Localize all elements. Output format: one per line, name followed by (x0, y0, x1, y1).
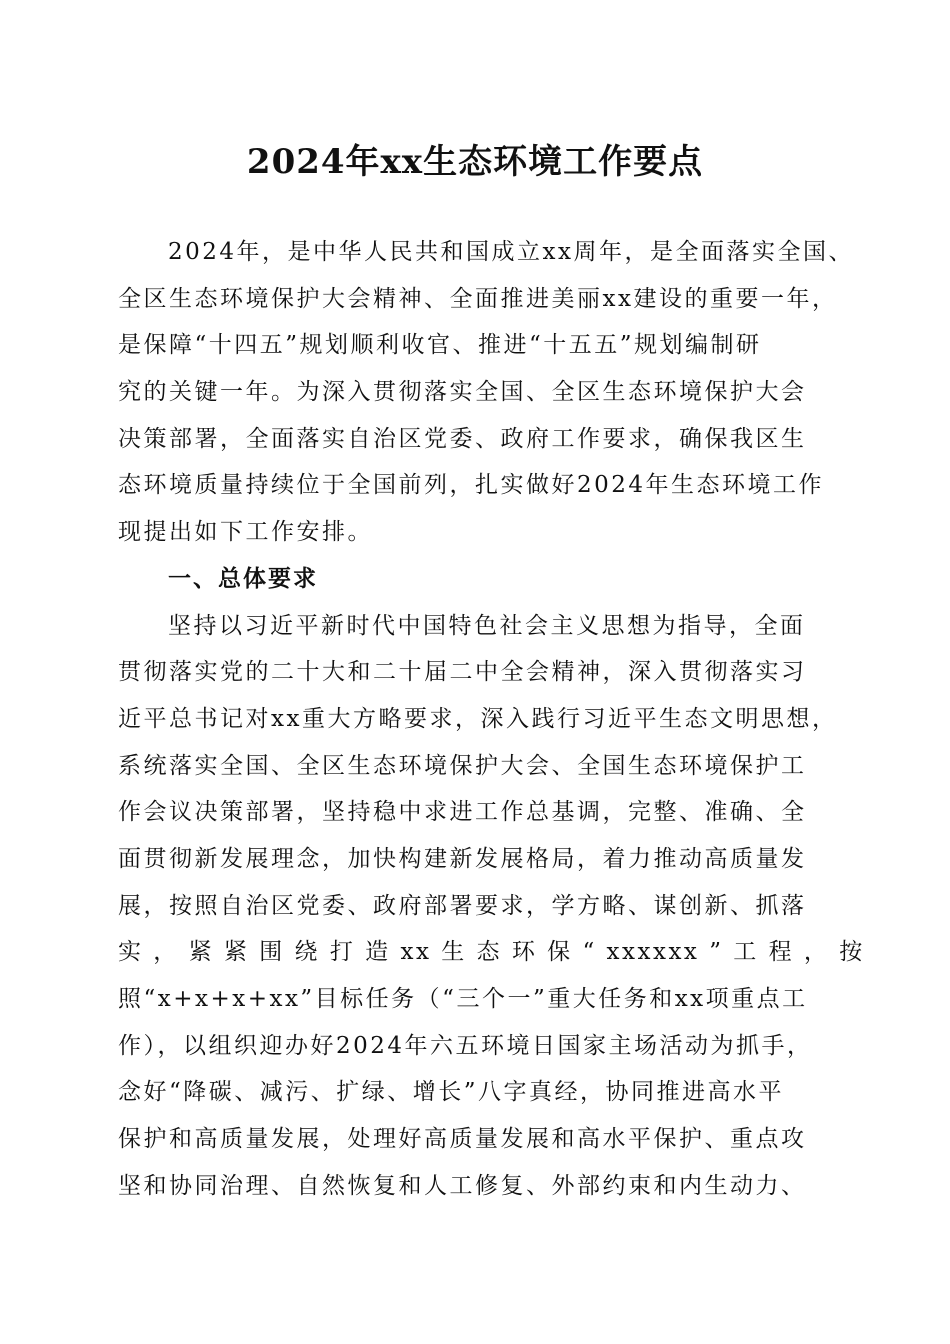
text-line: 现提出如下工作安排。 (118, 519, 373, 546)
text-line: 作会议决策部署，坚持稳中求进工作总基调，完整、准确、全 (118, 799, 807, 826)
text-line: 决策部署，全面落实自治区党委、政府工作要求，确保我区生 (118, 425, 807, 452)
text-line: 作），以组织迎办好2024年六五环境日国家主场活动为抓手， (118, 1032, 813, 1059)
document-body (0, 229, 950, 1209)
text-line: 念好“降碳、减污、扩绿、增长”八字真经，协同推进高水平 (118, 1079, 785, 1106)
text-line: 系统落实全国、全区生态环境保护大会、全国生态环境保护工 (118, 752, 807, 779)
text-line: 是保障“十四五”规划顺利收官、推进“十五五”规划编制研 (118, 332, 762, 359)
text-line: 究的关键一年。为深入贯彻落实全国、全区生态环境保护大会 (118, 379, 807, 406)
text-line: 展，按照自治区党委、政府部署要求，学方略、谋创新、抓落 (118, 892, 807, 919)
text-line: 坚和协同治理、自然恢复和人工修复、外部约束和内生动力、 (118, 1172, 807, 1199)
section-heading: 一、总体要求 (168, 565, 318, 592)
document-title: 2024年xx生态环境工作要点 (246, 142, 704, 182)
text-line: 坚持以习近平新时代中国特色社会主义思想为指导，全面 (168, 612, 806, 639)
text-line: 态环境质量持续位于全国前列，扎实做好2024年生态环境工作 (118, 472, 825, 499)
text-line: 保护和高质量发展，处理好高质量发展和高水平保护、重点攻 (118, 1126, 807, 1153)
text-line: 2024年，是中华人民共和国成立xx周年，是全面落实全国、 (168, 239, 854, 265)
text-line: 近平总书记对xx重大方略要求，深入践行习近平生态文明思想， (118, 705, 838, 732)
text-line: 全区生态环境保护大会精神、全面推进美丽xx建设的重要一年， (118, 285, 838, 312)
text-line: 面贯彻新发展理念，加快构建新发展格局，着力推动高质量发 (118, 845, 807, 872)
text-line: 贯彻落实党的二十大和二十届二中全会精神，深入贯彻落实习 (118, 659, 807, 686)
text-line: 照“x+x+x+xx”目标任务（“三个一”重大任务和xx项重点工 (118, 986, 808, 1012)
text-line: 实 ， 紧 紧 围 绕 打 造 xx 生 态 环 保 “ xxxxxx ” 工 程 ， 按 (118, 939, 865, 966)
